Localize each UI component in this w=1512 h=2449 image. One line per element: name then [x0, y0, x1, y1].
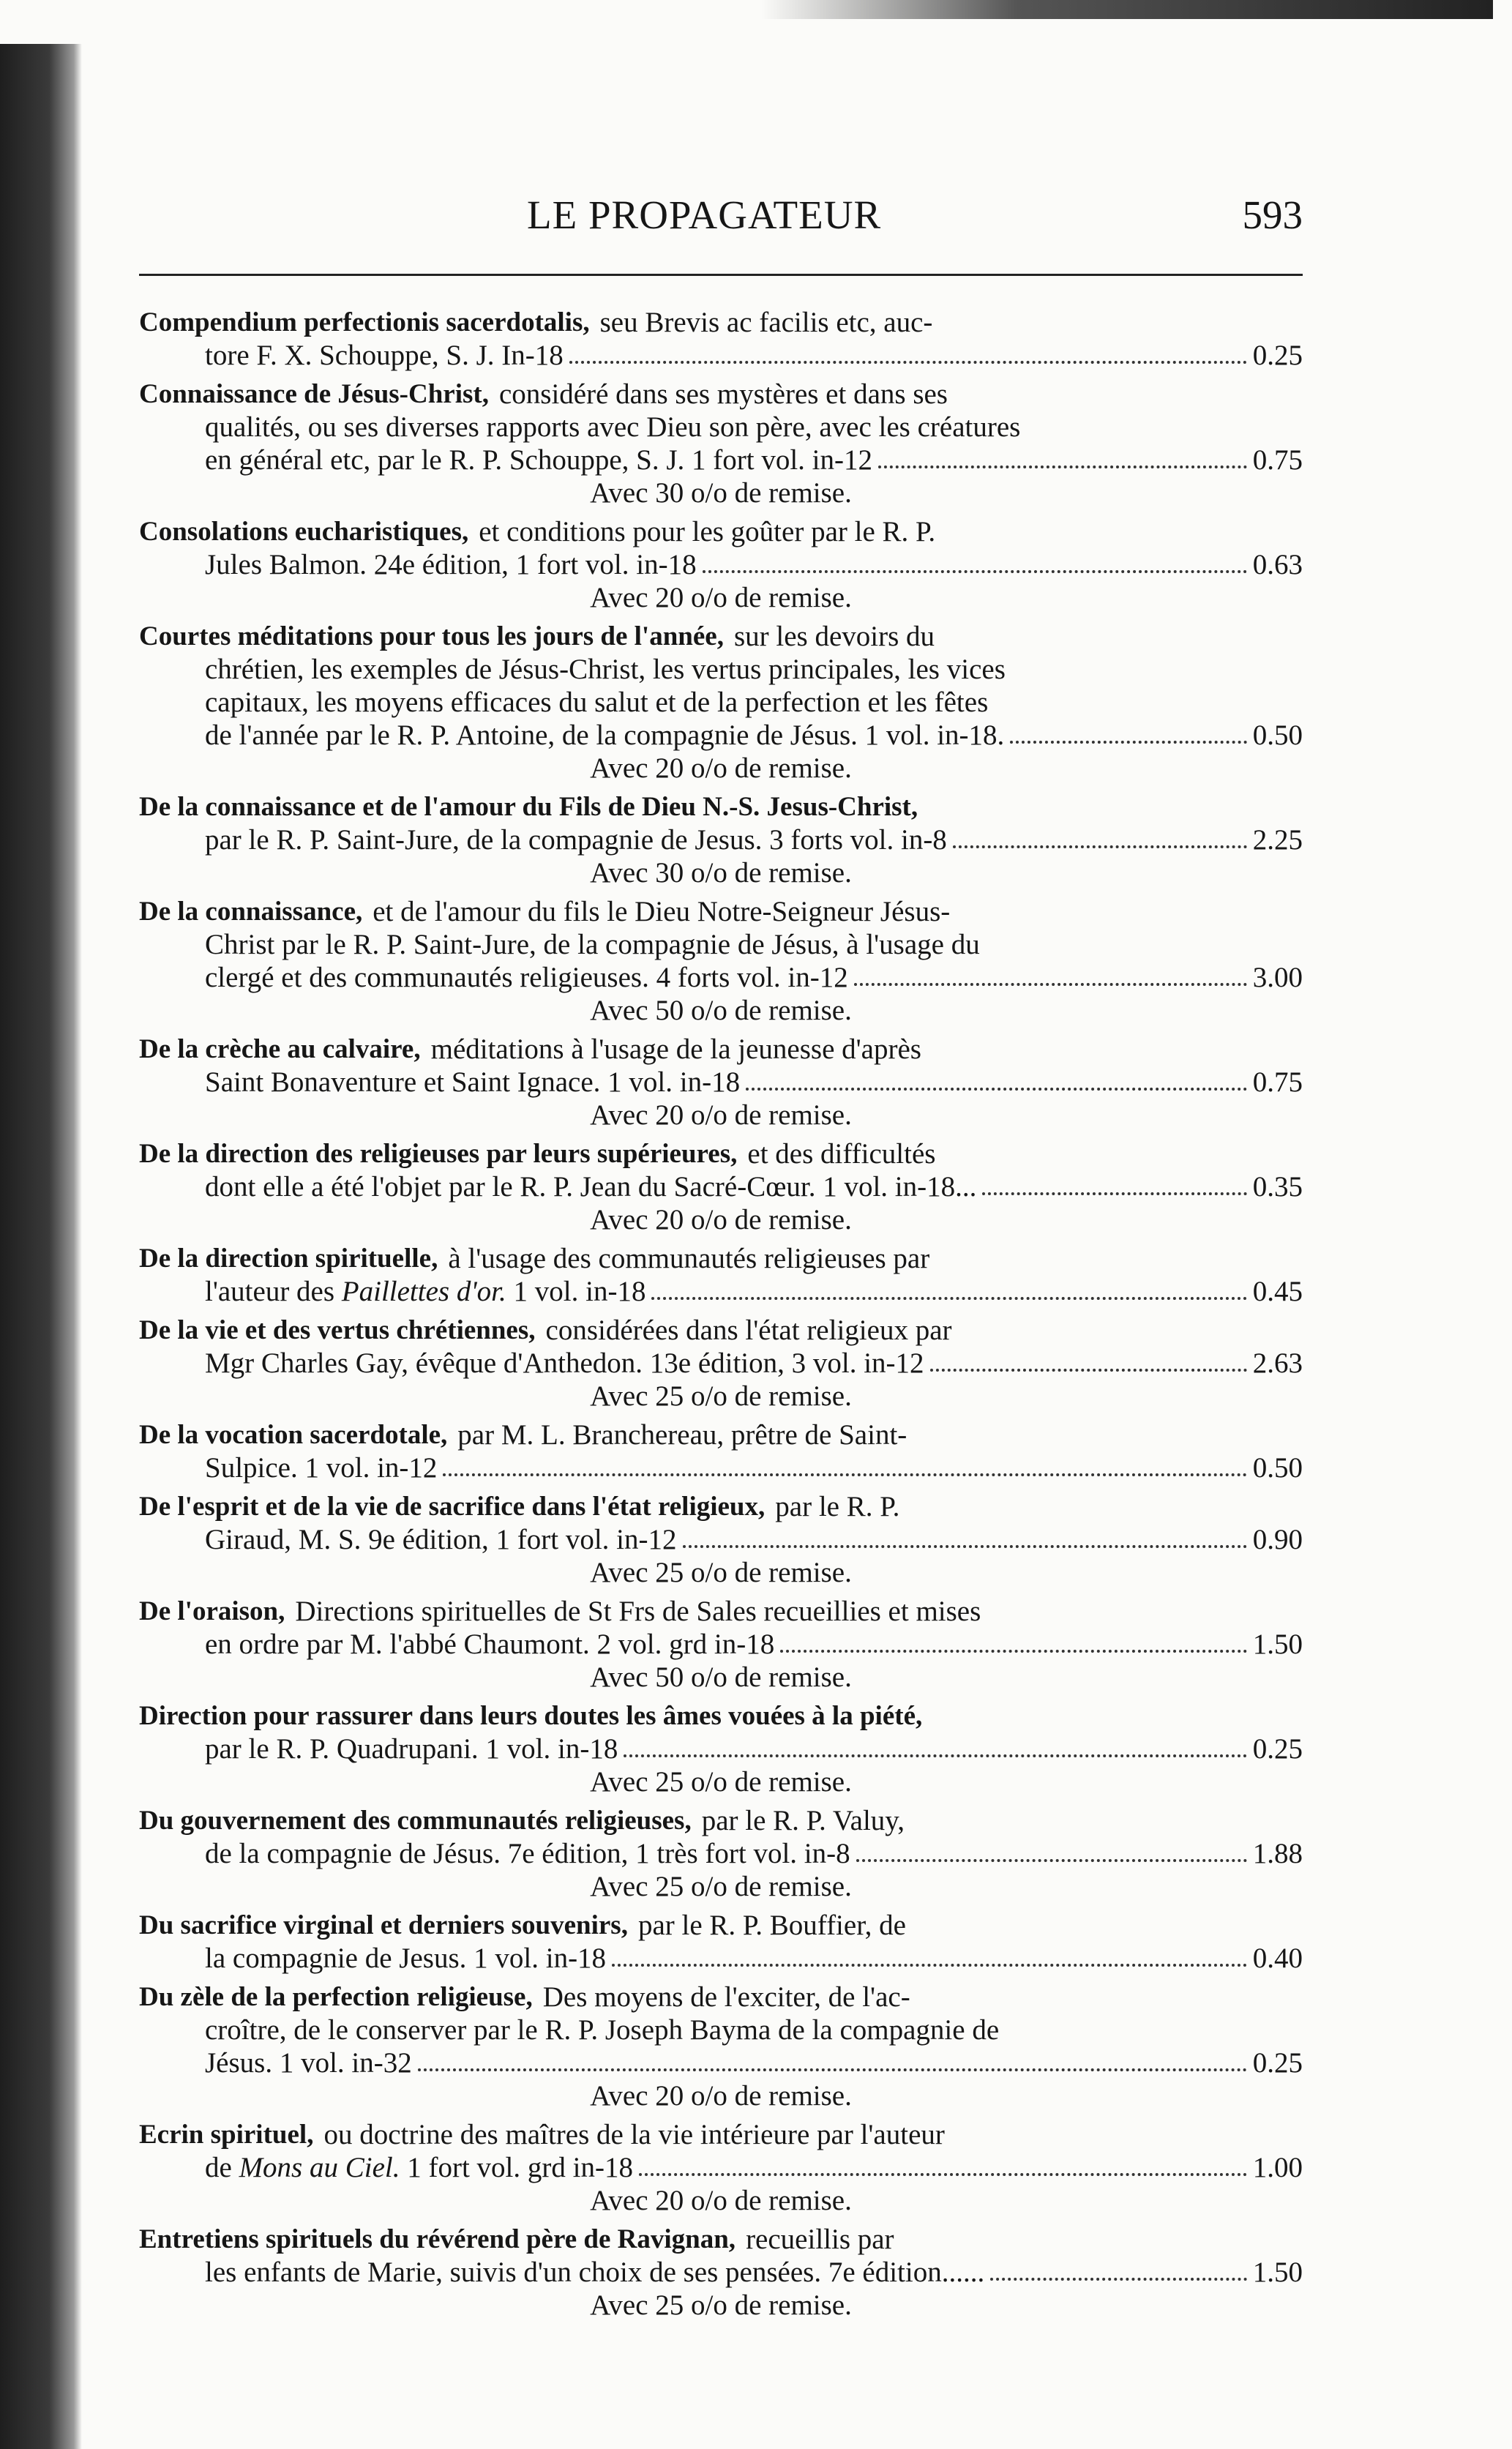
- catalog-entry: [139, 895, 1303, 1027]
- book-spine-shadow: [0, 44, 82, 2449]
- entry-text: et de l'amour du fils le Dieu Notre-Seigneur Jésus-: [373, 896, 951, 927]
- entry-title: De la vocation sacerdotale,: [139, 1420, 448, 1450]
- entry-text: et conditions pour les goûter par le R. P.: [479, 516, 936, 547]
- entry-price: 0.35: [1252, 1171, 1303, 1203]
- dot-leader: [780, 1628, 1247, 1653]
- entry-text: et des difficultés: [747, 1138, 936, 1170]
- entry-text: par le R. P. Bouffier, de: [637, 1910, 906, 1941]
- entry-line: [139, 823, 1303, 856]
- entry-line: [139, 1732, 1303, 1765]
- entry-price: 0.90: [1252, 1524, 1303, 1555]
- entry-line: [139, 1418, 1303, 1451]
- entry-line: [139, 1942, 1303, 1975]
- entry-title: Consolations eucharistiques,: [139, 517, 469, 547]
- entry-line: [139, 1700, 1303, 1732]
- catalog-entry: [139, 790, 1303, 889]
- catalog-entry: [139, 2223, 1303, 2322]
- entry-line: [139, 1490, 1303, 1523]
- entry-line: [139, 1837, 1303, 1870]
- catalog-entry: [139, 1418, 1303, 1484]
- entry-line: [139, 1066, 1303, 1099]
- entry-text: de Mons au Ciel. 1 fort vol. grd in-18: [205, 2152, 633, 2183]
- catalog-entry: [139, 1490, 1303, 1589]
- entry-line: [139, 2046, 1303, 2079]
- header-rule: [139, 274, 1303, 276]
- page-number: 593: [1242, 192, 1303, 237]
- entry-line: [139, 895, 1303, 928]
- entry-text: Sulpice. 1 vol. in-12: [205, 1452, 438, 1484]
- entry-line: [139, 961, 1303, 994]
- dot-leader: [878, 444, 1247, 468]
- entry-text: considérées dans l'état religieux par: [545, 1315, 952, 1346]
- entry-title: Direction pour rassurer dans leurs doutes les âmes vouées à la piété,: [139, 1701, 923, 1731]
- entry-text: à l'usage des communautés religieuses par: [448, 1243, 930, 1274]
- discount-note: Avec 25 o/o de remise.: [590, 1766, 852, 1798]
- entry-title: Du zèle de la perfection religieuse,: [139, 1982, 533, 2012]
- entry-line: [139, 653, 1303, 686]
- entry-line: [139, 2256, 1303, 2289]
- entry-text: Giraud, M. S. 9e édition, 1 fort vol. in-12: [205, 1524, 677, 1555]
- entry-line: [139, 1981, 1303, 2014]
- entry-price: 0.45: [1252, 1276, 1303, 1307]
- entry-title: De la vie et des vertus chrétiennes,: [139, 1315, 536, 1345]
- entry-title: Ecrin spirituel,: [139, 2120, 314, 2150]
- entry-text: Jules Balmon. 24e édition, 1 fort vol. in-18: [205, 549, 697, 580]
- dot-leader: [683, 1523, 1247, 1548]
- catalog-entry: [139, 515, 1303, 614]
- entry-price: 3.00: [1252, 962, 1303, 993]
- entry-text: recueillis par: [746, 2224, 894, 2255]
- entry-text: croître, de le conserver par le R. P. Joseph Bayma de la compagnie de: [205, 2014, 1000, 2046]
- entry-text: en général etc, par le R. P. Schouppe, S. J. 1 fort vol. in-12: [205, 444, 872, 476]
- entry-title: De l'esprit et de la vie de sacrifice dans l'état religieux,: [139, 1492, 766, 1522]
- dot-leader: [651, 1275, 1246, 1300]
- entry-text: de l'année par le R. P. Antoine, de la compagnie de Jésus. 1 vol. in-18.: [205, 719, 1005, 751]
- entry-text: par le R. P. Quadrupani. 1 vol. in-18: [205, 1733, 618, 1765]
- entry-text: seu Brevis ac facilis etc, auc-: [599, 307, 933, 338]
- entry-line: [139, 1804, 1303, 1837]
- entry-line: [139, 339, 1303, 372]
- entry-text: chrétien, les exemples de Jésus-Christ, les vertus principales, les vices: [205, 654, 1006, 685]
- entry-line: [139, 378, 1303, 411]
- italic-title: Paillettes d'or.: [341, 1276, 506, 1307]
- catalog-entry: [139, 1314, 1303, 1413]
- entry-text: considéré dans ses mystères et dans ses: [498, 378, 948, 410]
- entry-text: qualités, ou ses diverses rapports avec Dieu son père, avec les créatures: [205, 411, 1021, 443]
- entry-text: les enfants de Marie, suivis d'un choix de ses pensées. 7e édition......: [205, 2257, 985, 2288]
- catalog-entry: [139, 378, 1303, 509]
- entry-title: De la connaissance,: [139, 897, 363, 927]
- entry-line: [139, 620, 1303, 653]
- dot-leader: [990, 2256, 1247, 2281]
- dot-leader: [854, 961, 1247, 986]
- dot-leader: [569, 339, 1247, 364]
- entry-price: 0.40: [1252, 1943, 1303, 1974]
- dot-leader: [856, 1837, 1247, 1862]
- discount-note: Avec 50 o/o de remise.: [590, 995, 852, 1026]
- entry-text: l'auteur des Paillettes d'or. 1 vol. in-18: [205, 1276, 646, 1307]
- italic-title: Mons au Ciel.: [239, 2152, 400, 2183]
- discount-note: Avec 30 o/o de remise.: [590, 477, 852, 509]
- entry-line: [139, 1033, 1303, 1066]
- catalog-entry: [139, 1595, 1303, 1694]
- catalog-entry: [139, 2118, 1303, 2217]
- entry-line: [139, 928, 1303, 961]
- entry-line: [139, 1628, 1303, 1661]
- catalog-entry: [139, 620, 1303, 785]
- entry-title: Connaissance de Jésus-Christ,: [139, 379, 489, 409]
- entry-text: par le R. P. Valuy,: [701, 1805, 905, 1836]
- entry-text: en ordre par M. l'abbé Chaumont. 2 vol. grd in-18: [205, 1629, 775, 1660]
- entry-text: Mgr Charles Gay, évêque d'Anthedon. 13e édition, 3 vol. in-12: [205, 1347, 924, 1379]
- entry-line: [139, 515, 1303, 548]
- entry-price: 2.25: [1252, 824, 1303, 856]
- discount-note: Avec 50 o/o de remise.: [590, 1661, 852, 1693]
- catalog-listing: [139, 306, 1303, 2328]
- entry-text: Des moyens de l'exciter, de l'ac-: [542, 1981, 910, 2013]
- discount-note: Avec 20 o/o de remise.: [590, 752, 852, 784]
- entry-price: 1.50: [1252, 2257, 1303, 2288]
- entry-text: sur les devoirs du: [733, 621, 935, 652]
- catalog-entry: [139, 1242, 1303, 1308]
- entry-text: Saint Bonaventure et Saint Ignace. 1 vol. in-18: [205, 1066, 741, 1098]
- entry-line: [139, 1314, 1303, 1347]
- dot-leader: [612, 1942, 1247, 1967]
- entry-line: [139, 1275, 1303, 1308]
- entry-price: 0.75: [1252, 444, 1303, 476]
- entry-line: [139, 1595, 1303, 1628]
- catalog-entry: [139, 306, 1303, 372]
- entry-line: [139, 686, 1303, 719]
- entry-line: [139, 444, 1303, 476]
- entry-line: [139, 2223, 1303, 2256]
- entry-title: Compendium perfectionis sacerdotalis,: [139, 307, 590, 337]
- entry-price: 0.25: [1252, 340, 1303, 371]
- catalog-entry: [139, 1033, 1303, 1132]
- discount-note: Avec 20 o/o de remise.: [590, 1099, 852, 1131]
- entry-line: [139, 719, 1303, 752]
- entry-price: 0.50: [1252, 719, 1303, 751]
- discount-note: Avec 25 o/o de remise.: [590, 1380, 852, 1412]
- dot-leader: [953, 823, 1247, 848]
- entry-line: [139, 2151, 1303, 2184]
- discount-note: Avec 20 o/o de remise.: [590, 1204, 852, 1235]
- entry-price: 1.88: [1252, 1838, 1303, 1869]
- dot-leader: [418, 2046, 1247, 2071]
- entry-line: [139, 1909, 1303, 1942]
- entry-price: 0.25: [1252, 2047, 1303, 2079]
- entry-text: Christ par le R. P. Saint-Jure, de la compagnie de Jésus, à l'usage du: [205, 929, 980, 960]
- entry-title: De la connaissance et de l'amour du Fils de Dieu N.-S. Jesus-Christ,: [139, 792, 918, 822]
- scan-top-edge: [761, 0, 1493, 19]
- entry-price: 2.63: [1252, 1347, 1303, 1379]
- discount-note: Avec 20 o/o de remise.: [590, 582, 852, 613]
- entry-line: [139, 306, 1303, 339]
- discount-note: Avec 25 o/o de remise.: [590, 2289, 852, 2321]
- entry-price: 1.00: [1252, 2152, 1303, 2183]
- entry-price: 0.25: [1252, 1733, 1303, 1765]
- entry-text: capitaux, les moyens efficaces du salut et de la perfection et les fêtes: [205, 687, 989, 718]
- entry-title: Entretiens spirituels du révérend père de Ravignan,: [139, 2224, 736, 2254]
- dot-leader: [1010, 719, 1246, 744]
- entry-text: tore F. X. Schouppe, S. J. In-18: [205, 340, 564, 371]
- entry-title: Du sacrifice virginal et derniers souvenirs,: [139, 1910, 628, 1940]
- entry-price: 0.63: [1252, 549, 1303, 580]
- entry-text: dont elle a été l'objet par le R. P. Jean du Sacré-Cœur. 1 vol. in-18...: [205, 1171, 977, 1203]
- dot-leader: [982, 1170, 1246, 1195]
- catalog-entry: [139, 1909, 1303, 1975]
- entry-text: par M. L. Branchereau, prêtre de Saint-: [457, 1419, 907, 1451]
- dot-leader: [703, 548, 1247, 573]
- dot-leader: [624, 1732, 1246, 1757]
- entry-price: 0.75: [1252, 1066, 1303, 1098]
- entry-text: Jésus. 1 vol. in-32: [205, 2047, 412, 2079]
- page-header: [527, 192, 1303, 243]
- entry-title: Du gouvernement des communautés religieuses,: [139, 1806, 692, 1836]
- entry-price: 1.50: [1252, 1629, 1303, 1660]
- entry-line: [139, 2118, 1303, 2151]
- entry-line: [139, 411, 1303, 444]
- catalog-entry: [139, 1804, 1303, 1903]
- entry-text: Directions spirituelles de St Frs de Sales recueillies et mises: [295, 1596, 981, 1627]
- entry-title: De la direction des religieuses par leurs supérieures,: [139, 1139, 738, 1169]
- catalog-entry: [139, 1137, 1303, 1236]
- entry-line: [139, 1347, 1303, 1380]
- dot-leader: [443, 1451, 1246, 1476]
- catalog-entry: [139, 1700, 1303, 1798]
- entry-title: Courtes méditations pour tous les jours de l'année,: [139, 621, 724, 651]
- catalog-entry: [139, 1981, 1303, 2112]
- entry-line: [139, 1242, 1303, 1275]
- entry-line: [139, 1523, 1303, 1556]
- entry-line: [139, 1170, 1303, 1203]
- entry-text: par le R. P.: [775, 1491, 900, 1522]
- entry-line: [139, 2014, 1303, 2046]
- discount-note: Avec 25 o/o de remise.: [590, 1871, 852, 1902]
- running-title: LE PROPAGATEUR: [527, 192, 882, 237]
- entry-text: méditations à l'usage de la jeunesse d'après: [430, 1033, 921, 1065]
- discount-note: Avec 20 o/o de remise.: [590, 2080, 852, 2112]
- entry-text: la compagnie de Jesus. 1 vol. in-18: [205, 1943, 607, 1974]
- entry-line: [139, 1137, 1303, 1170]
- entry-title: De la crèche au calvaire,: [139, 1034, 421, 1064]
- entry-text: clergé et des communautés religieuses. 4 forts vol. in-12: [205, 962, 848, 993]
- dot-leader: [746, 1066, 1247, 1091]
- entry-title: De l'oraison,: [139, 1596, 285, 1626]
- dot-leader: [639, 2151, 1247, 2176]
- entry-title: De la direction spirituelle,: [139, 1244, 438, 1274]
- dot-leader: [930, 1347, 1247, 1372]
- entry-text: de la compagnie de Jésus. 7e édition, 1 très fort vol. in-8: [205, 1838, 850, 1869]
- entry-line: [139, 790, 1303, 823]
- discount-note: Avec 25 o/o de remise.: [590, 1557, 852, 1588]
- entry-price: 0.50: [1252, 1452, 1303, 1484]
- entry-text: par le R. P. Saint-Jure, de la compagnie de Jesus. 3 forts vol. in-8: [205, 824, 947, 856]
- entry-line: [139, 1451, 1303, 1484]
- discount-note: Avec 20 o/o de remise.: [590, 2185, 852, 2216]
- entry-text: ou doctrine des maîtres de la vie intérieure par l'auteur: [323, 2119, 945, 2150]
- discount-note: Avec 30 o/o de remise.: [590, 857, 852, 889]
- entry-line: [139, 548, 1303, 581]
